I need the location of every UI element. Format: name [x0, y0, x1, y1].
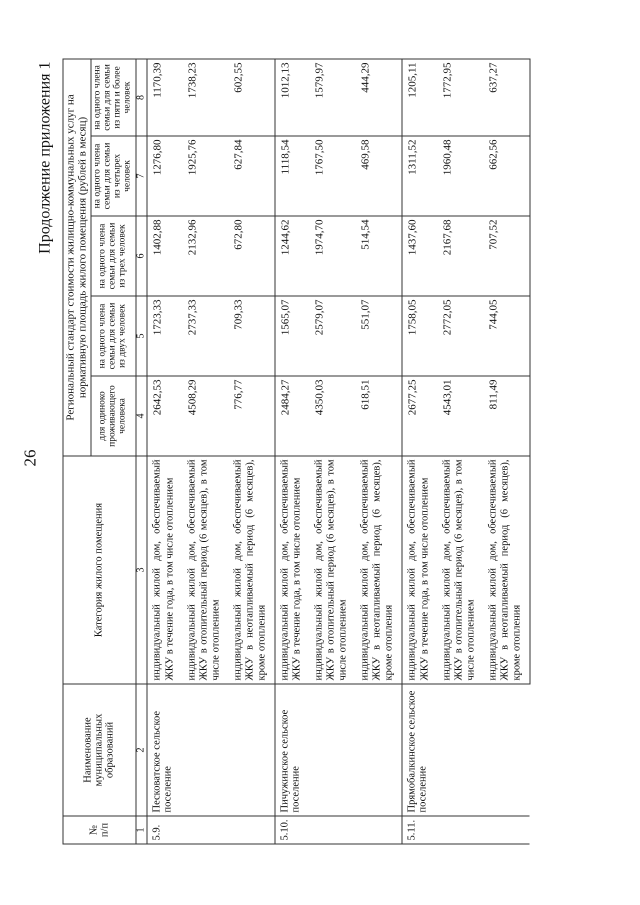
value-cell: 744,05 — [483, 296, 530, 376]
category-desc: индивидуальный жилой дом, обеспечиваемый ЖКУ в неотапливаемый период (6 месяцев), кроме отопления — [356, 456, 403, 684]
value-cell: 1767,50 — [310, 136, 356, 216]
category-desc: индивидуальный жилой дом, обеспечиваемый ЖКУ в неотапливаемый период (6 месяцев), кроме отопления — [228, 456, 275, 684]
value-cell: 662,56 — [483, 136, 530, 216]
value-cell: 1758,05 — [402, 296, 437, 376]
row-index: 5.10. — [275, 816, 403, 844]
municipality-name: Песковатское сельское поселение — [147, 684, 275, 816]
value-cell: 618,51 — [356, 376, 403, 456]
value-cell: 2484,27 — [275, 376, 310, 456]
page-number: 26 — [20, 449, 40, 467]
table-row — [275, 59, 310, 844]
value-cell: 1311,52 — [402, 136, 437, 216]
value-cell: 4543,01 — [437, 376, 483, 456]
col-number: 1 — [136, 816, 148, 844]
value-cell: 776,77 — [228, 376, 275, 456]
value-cell: 2677,25 — [402, 376, 437, 456]
value-cell: 1118,54 — [275, 136, 310, 216]
col-number: 4 — [136, 376, 148, 456]
value-cell: 2167,68 — [437, 216, 483, 296]
value-cell: 1437,60 — [402, 216, 437, 296]
header-family-2: на одного члена семьи для семьи из двух человек — [91, 296, 136, 376]
value-cell: 2772,05 — [437, 296, 483, 376]
category-desc: индивидуальный жилой дом, обеспечиваемый ЖКУ в течение года, в том числе отоплением — [275, 456, 310, 684]
table-row — [147, 59, 182, 844]
value-cell: 1276,80 — [147, 136, 182, 216]
municipality-name: Прямобалкинское сельское поселение — [402, 684, 530, 816]
value-cell: 1723,33 — [147, 296, 182, 376]
value-cell: 1402,88 — [147, 216, 182, 296]
value-cell: 1170,39 — [147, 59, 182, 136]
document-page — [1, 0, 640, 905]
table-row — [402, 59, 437, 844]
value-cell: 1565,07 — [275, 296, 310, 376]
value-cell: 709,33 — [228, 296, 275, 376]
value-cell: 2642,53 — [147, 376, 182, 456]
value-cell: 469,58 — [356, 136, 403, 216]
value-cell: 444,29 — [356, 59, 403, 136]
header-family-4: на одного члена семьи для семьи из четырех человек — [91, 136, 136, 216]
row-index: 5.9. — [147, 816, 275, 844]
value-cell: 1974,70 — [310, 216, 356, 296]
header-standard-group: Региональный стандарт стоимости жилищно-коммунальных услуг на нормативную площадь жилого помещения (рублей в месяц) — [63, 59, 91, 456]
value-cell: 2579,07 — [310, 296, 356, 376]
value-cell: 707,52 — [483, 216, 530, 296]
category-desc: индивидуальный жилой дом, обеспечиваемый ЖКУ в отопительный период (6 месяцев), в том числе отоплением — [437, 456, 483, 684]
category-desc: индивидуальный жилой дом, обеспечиваемый ЖКУ в течение года, в том числе отоплением — [147, 456, 182, 684]
category-desc: индивидуальный жилой дом, обеспечиваемый ЖКУ в отопительный период (6 месяцев), в том числе отоплением — [182, 456, 228, 684]
header-index: № п/п — [63, 816, 136, 844]
category-desc: индивидуальный жилой дом, обеспечиваемый ЖКУ в неотапливаемый период (6 месяцев), кроме отопления — [483, 456, 530, 684]
col-number: 5 — [136, 296, 148, 376]
header-family-3: на одного члена семьи для семьи из трех человек — [91, 216, 136, 296]
value-cell: 551,07 — [356, 296, 403, 376]
col-number: 8 — [136, 59, 148, 136]
header-municipality: Наименование муниципальных образований — [63, 684, 136, 816]
value-cell: 4508,29 — [182, 376, 228, 456]
col-number: 2 — [136, 684, 148, 816]
value-cell: 1925,76 — [182, 136, 228, 216]
col-number: 7 — [136, 136, 148, 216]
value-cell: 811,49 — [483, 376, 530, 456]
value-cell: 602,55 — [228, 59, 275, 136]
category-desc: индивидуальный жилой дом, обеспечиваемый ЖКУ в отопительный период (6 месяцев), в том числе отоплением — [310, 456, 356, 684]
col-number: 3 — [136, 456, 148, 684]
value-cell: 1960,48 — [437, 136, 483, 216]
value-cell: 1244,62 — [275, 216, 310, 296]
value-cell: 637,27 — [483, 59, 530, 136]
value-cell: 1579,97 — [310, 59, 356, 136]
value-cell: 627,84 — [228, 136, 275, 216]
category-desc: индивидуальный жилой дом, обеспечиваемый ЖКУ в течение года, в том числе отоплением — [402, 456, 437, 684]
row-index: 5.11. — [402, 816, 530, 844]
header-family-5plus: на одного члена семьи для семьи из пяти и более человек — [91, 59, 136, 136]
header-category: Категория жилого помещения — [63, 456, 136, 684]
value-cell: 2737,33 — [182, 296, 228, 376]
value-cell: 514,54 — [356, 216, 403, 296]
value-cell: 672,80 — [228, 216, 275, 296]
value-cell: 4350,03 — [310, 376, 356, 456]
value-cell: 1738,23 — [182, 59, 228, 136]
value-cell: 2132,96 — [182, 216, 228, 296]
col-number: 6 — [136, 216, 148, 296]
value-cell: 1205,11 — [402, 59, 437, 136]
value-cell: 1012,13 — [275, 59, 310, 136]
header-single: для одиноко проживающего человека — [91, 376, 136, 456]
appendix-continuation-title: Продолжение приложения 1 — [36, 61, 54, 254]
value-cell: 1772,95 — [437, 59, 483, 136]
tariff-table — [63, 58, 531, 844]
municipality-name: Пичужинское сельское поселение — [275, 684, 403, 816]
